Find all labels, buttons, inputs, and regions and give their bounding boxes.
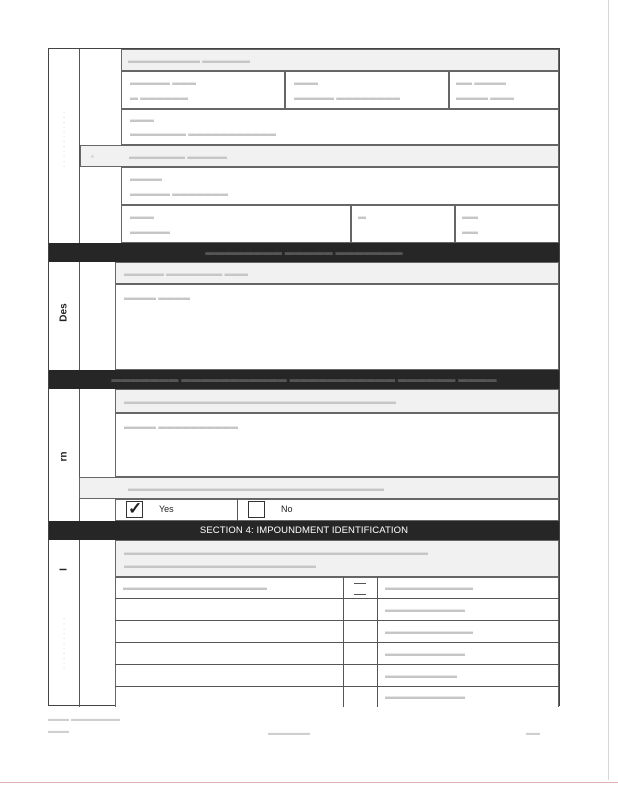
footer-left-line-1: ▬▬▬ ▬▬▬▬▬▬▬ xyxy=(48,716,120,723)
left-col-divider-3 xyxy=(79,389,80,707)
impoundment-row-1-faint: ▬▬▬▬▬▬▬▬▬▬▬▬▬▬▬▬▬▬ xyxy=(123,583,267,592)
no-checkbox[interactable] xyxy=(248,501,265,518)
section1-row-header-2: ▪ ▬▬▬▬▬▬▬ ▬▬▬▬▬ xyxy=(80,145,559,167)
impoundment-row-line-1 xyxy=(115,598,559,599)
yes-checkbox[interactable] xyxy=(126,501,143,518)
section3-question-row: ▬▬▬▬▬▬▬▬▬▬▬▬▬▬▬▬▬▬▬▬▬▬▬▬▬▬▬▬▬▬▬▬ xyxy=(79,477,559,499)
section2-side-label: Des xyxy=(58,303,70,322)
section3-side-label: rn xyxy=(58,451,70,462)
impoundment-opt-5: ▬▬▬▬▬▬▬▬▬ xyxy=(385,671,457,680)
section4-side-label-faint: · · · · · · · · · · · xyxy=(59,617,69,670)
section1-field-e[interactable]: ▬▬▬▬ ▬▬▬▬▬ ▬▬▬▬▬▬▬ xyxy=(121,167,559,205)
yes-label: Yes xyxy=(159,504,174,514)
section1-field-h[interactable]: ▬▬ ▬▬ xyxy=(455,205,559,243)
section4-question-row: ▬▬▬▬▬▬▬▬▬▬▬▬▬▬▬▬▬▬▬▬▬▬▬▬▬▬▬▬▬▬▬▬▬▬▬▬▬▬ ▬▬▬▬▬▬▬▬▬▬▬▬▬▬▬▬▬▬▬▬▬▬▬▬ xyxy=(115,540,559,577)
impoundment-opt-3: ▬▬▬▬▬▬▬▬▬▬▬ xyxy=(385,627,473,636)
impoundment-opt-1: ▬▬▬▬▬▬▬▬▬▬▬ xyxy=(385,583,473,592)
left-col-divider-2 xyxy=(79,262,80,370)
section2-header-band: ▬▬▬▬▬▬▬▬ ▬▬▬▬▬ ▬▬▬▬▬▬▬ xyxy=(49,243,559,262)
impoundment-row-line-5 xyxy=(115,686,559,687)
section1-row-header: ▬▬▬▬▬▬▬▬▬ ▬▬▬▬▬▬ xyxy=(121,49,559,71)
section3-answer-field[interactable]: ▬▬▬▬ ▬▬▬▬▬▬▬▬▬▬ xyxy=(115,413,559,477)
section1-field-g[interactable]: ▬ xyxy=(351,205,455,243)
section1-field-f[interactable]: ▬▬▬ ▬▬▬▬▬ xyxy=(121,205,351,243)
section4-header-band xyxy=(49,521,559,540)
section2-description-field[interactable]: ▬▬▬▬ ▬▬▬▬ xyxy=(115,284,559,370)
section1-side-label: · · · · · · · · · · · · xyxy=(59,111,69,168)
impoundment-opt-6: ▬▬▬▬▬▬▬▬▬▬ xyxy=(385,692,465,701)
section4-side-label: I xyxy=(58,568,70,571)
yes-no-row xyxy=(115,499,559,521)
section4-title: SECTION 4: IMPOUNDMENT IDENTIFICATION xyxy=(199,525,409,536)
form-page xyxy=(48,48,560,706)
impoundment-cell-mark-bottom xyxy=(354,594,366,595)
footer-left-line-2: ▬▬▬ xyxy=(48,728,69,735)
section1-field-d[interactable]: ▬▬▬ ▬▬▬▬▬▬▬ ▬▬▬▬▬▬▬▬▬▬▬ xyxy=(121,109,559,145)
yes-no-divider xyxy=(237,499,238,521)
impoundment-row-line-3 xyxy=(115,642,559,643)
no-label: No xyxy=(281,504,293,514)
footer-right: ▬▬ xyxy=(526,730,540,737)
section1-field-c[interactable]: ▬▬ ▬▬▬▬ ▬▬▬▬ ▬▬▬ xyxy=(449,71,559,109)
impoundment-opt-2: ▬▬▬▬▬▬▬▬▬▬ xyxy=(385,605,465,614)
footer-center: ▬▬▬▬▬▬ xyxy=(268,730,310,737)
impoundment-row-line-2 xyxy=(115,620,559,621)
section3-header-band: ▬▬▬▬▬▬▬ ▬▬▬▬▬▬▬▬▬▬▬ ▬▬▬▬▬▬▬▬▬▬▬ ▬▬▬▬▬▬ ▬▬▬▬ xyxy=(49,370,559,389)
section2-row-header: ▬▬▬▬▬ ▬▬▬▬▬▬▬ ▬▬▬ xyxy=(115,262,559,284)
section1-field-b[interactable]: ▬▬▬ ▬▬▬▬▬ ▬▬▬▬▬▬▬▬ xyxy=(285,71,449,109)
section3-row-header: ▬▬▬▬▬▬▬▬▬▬▬▬▬▬▬▬▬▬▬▬▬▬▬▬▬▬▬▬▬▬▬▬▬▬ xyxy=(115,389,559,413)
impoundment-opt-4: ▬▬▬▬▬▬▬▬▬▬ xyxy=(385,649,465,658)
page-edge-bottom xyxy=(0,782,618,783)
impoundment-row-line-4 xyxy=(115,664,559,665)
impoundment-cell-mark-top xyxy=(354,583,366,584)
check-icon: ✓ xyxy=(128,499,143,518)
section1-field-a[interactable]: ▬▬▬▬▬ ▬▬▬ ▬ ▬▬▬▬▬▬ xyxy=(121,71,285,109)
page-edge-right xyxy=(608,0,609,780)
